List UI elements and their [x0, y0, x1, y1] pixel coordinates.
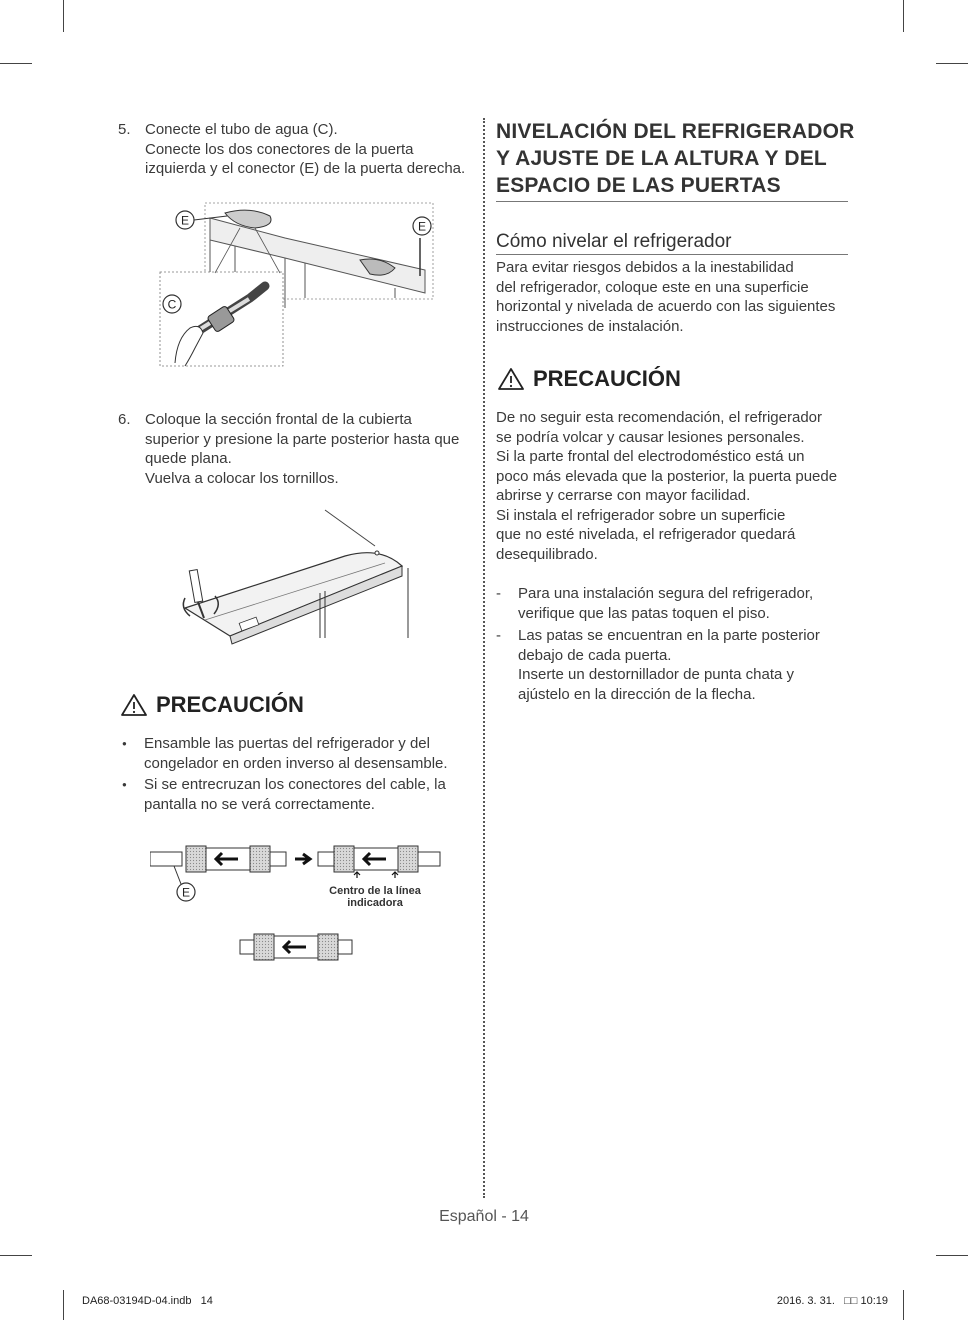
step-number: 6. — [118, 411, 131, 428]
dash-line: - Para una instalación segura del refrigerador, — [518, 585, 814, 602]
crop-mark — [903, 0, 904, 32]
caution-line: abrirse y cerrarse con mayor facilidad. — [496, 487, 751, 504]
dash-line: ajústelo en la dirección de la flecha. — [518, 685, 756, 703]
label-e-left: E — [180, 213, 190, 228]
title-line: ESPACIO DE LAS PUERTAS — [496, 174, 781, 197]
title-line: NIVELACIÓN DEL REFRIGERADOR — [496, 120, 855, 143]
caution-dash-list — [496, 584, 858, 707]
dash-item — [496, 584, 858, 623]
step-5-line: Conecte los dos conectores de la puerta — [145, 140, 414, 158]
label-e-connector: E — [181, 885, 191, 900]
step-6 — [118, 410, 478, 488]
caution-title: PRECAUCIÓN — [533, 366, 681, 391]
dash-line: Inserte un destornillador de punta chata y — [518, 666, 795, 683]
step-6-line: Coloque la sección frontal de la cubierta — [145, 411, 412, 428]
date-info: 2016. 3. 31. □□ 10:19 — [776, 1295, 888, 1307]
intro-line: instrucciones de instalación. — [496, 317, 684, 335]
step-5-line: Conecte el tubo de agua (C). — [145, 121, 338, 138]
main-section-title — [496, 118, 856, 199]
caution-line: se podría volcar y causar lesiones personales. — [496, 428, 805, 446]
dash-line: debajo de cada puerta. — [518, 646, 672, 664]
label-e-right: E — [417, 219, 427, 234]
intro-line: horizontal y nivelada de acuerdo con las siguientes — [496, 298, 836, 315]
page-number: Español - 14 — [439, 1208, 529, 1225]
dash-line: - Las patas se encuentran en la parte posterior — [518, 627, 820, 644]
crop-mark — [63, 0, 64, 32]
intro-line: Para evitar riesgos debidos a la inestabilidad — [496, 259, 794, 276]
crop-mark — [0, 63, 32, 64]
step-6-line: Vuelva a colocar los tornillos. — [145, 469, 339, 487]
dash-item — [496, 626, 858, 704]
title-line: Y AJUSTE DE LA ALTURA Y DEL — [496, 147, 827, 170]
file-info: DA68-03194D-04.indb 14 — [82, 1295, 213, 1307]
crop-mark — [63, 1290, 64, 1320]
caution-title: PRECAUCIÓN — [156, 692, 304, 717]
caution-line: desequilibrado. — [496, 545, 598, 563]
caution-line: Si instala el refrigerador sobre un superficie — [496, 506, 786, 524]
indicator-line-caption — [310, 885, 440, 909]
title-underline — [496, 201, 848, 202]
bullet-item: ● Si se entrecruzan los conectores del cable, la pantalla no se verá correctamente. — [118, 775, 463, 814]
caption-line: indicadora — [347, 897, 403, 909]
caution-line: poco más elevada que la posterior, la puerta puede — [496, 467, 838, 485]
caution-line: Si la parte frontal del electrodoméstico está un — [496, 448, 805, 465]
step-5 — [118, 120, 478, 179]
crop-mark — [903, 1290, 904, 1320]
step-5-line: izquierda y el conector (E) de la puerta derecha. — [145, 160, 466, 177]
leveling-intro — [496, 258, 856, 336]
step-6-line: superior y presione la parte posterior hasta que — [145, 430, 460, 448]
intro-line: del refrigerador, coloque este en una superficie — [496, 278, 809, 296]
step-6-line: quede plana. — [145, 450, 232, 467]
crop-mark — [0, 1255, 32, 1256]
bullet-item: ● Ensamble las puertas del refrigerador y del congelador en orden inverso al desensamble. — [118, 734, 463, 773]
caption-line: Centro de la línea — [329, 885, 421, 897]
warning-icon — [497, 367, 525, 391]
caution-heading-right — [497, 366, 681, 392]
step-number: 5. — [118, 121, 131, 138]
caution-bullets-left — [118, 734, 463, 816]
caution-line: De no seguir esta recomendación, el refrigerador — [496, 409, 823, 426]
caution-heading-left — [120, 692, 304, 718]
subsection-title: Cómo nivelar el refrigerador — [496, 231, 732, 252]
connectors-illustration — [155, 198, 440, 370]
label-c: C — [167, 297, 177, 312]
caution-body-right — [496, 408, 858, 564]
warning-icon — [120, 693, 148, 717]
subtitle-underline — [496, 254, 848, 255]
top-cover-illustration — [170, 508, 420, 648]
caution-line: que no esté nivelada, el refrigerador quedará — [496, 526, 796, 543]
column-divider — [483, 118, 485, 1198]
dash-line: verifique que las patas toquen el piso. — [518, 604, 770, 622]
crop-mark — [936, 63, 968, 64]
crop-mark — [936, 1255, 968, 1256]
